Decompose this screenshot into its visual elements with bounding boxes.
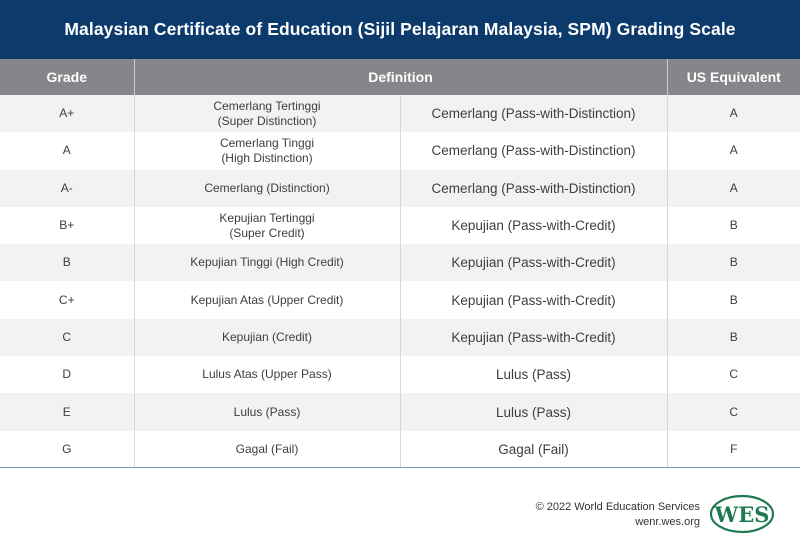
grade-cell: A+ bbox=[0, 95, 134, 132]
definition-line: Cemerlang (Distinction) bbox=[204, 180, 330, 195]
grade-cell: C+ bbox=[0, 281, 134, 318]
us-equivalent-cell: B bbox=[667, 207, 800, 244]
us-equivalent-cell: B bbox=[667, 244, 800, 281]
definition-cell bbox=[134, 170, 400, 207]
level-cell: Cemerlang (Pass-with-Distinction) bbox=[400, 170, 667, 207]
grade-cell: B bbox=[0, 244, 134, 281]
table-row bbox=[0, 207, 800, 244]
us-equivalent-cell: C bbox=[667, 356, 800, 393]
us-equivalent-cell: A bbox=[667, 170, 800, 207]
definition-line: Gagal (Fail) bbox=[235, 441, 299, 456]
table-row bbox=[0, 356, 800, 393]
level-cell: Kepujian (Pass-with-Credit) bbox=[400, 207, 667, 244]
grade-cell: E bbox=[0, 393, 134, 430]
definition-cell bbox=[134, 281, 400, 318]
definition-line: (Super Credit) bbox=[229, 225, 305, 240]
level-cell: Cemerlang (Pass-with-Distinction) bbox=[400, 132, 667, 169]
table-row bbox=[0, 244, 800, 281]
definition-cell bbox=[134, 319, 400, 356]
grade-cell: B+ bbox=[0, 207, 134, 244]
copyright-text: © 2022 World Education Services bbox=[535, 501, 700, 513]
us-equivalent-cell: B bbox=[667, 319, 800, 356]
table-body bbox=[0, 95, 800, 468]
level-cell: Lulus (Pass) bbox=[400, 356, 667, 393]
level-cell: Kepujian (Pass-with-Credit) bbox=[400, 319, 667, 356]
site-url: wenr.wes.org bbox=[635, 516, 700, 528]
page-title: Malaysian Certificate of Education (Sijil Pelajaran Malaysia, SPM) Grading Scale bbox=[0, 0, 800, 59]
definition-cell bbox=[134, 95, 400, 132]
grade-cell: D bbox=[0, 356, 134, 393]
definition-line: Cemerlang Tertinggi bbox=[213, 98, 321, 113]
grade-cell: C bbox=[0, 319, 134, 356]
wes-logo-icon bbox=[709, 494, 775, 534]
definition-line: (Super Distinction) bbox=[217, 113, 317, 128]
grading-scale-table bbox=[0, 59, 800, 468]
us-equivalent-cell: A bbox=[667, 95, 800, 132]
level-cell: Kepujian (Pass-with-Credit) bbox=[400, 244, 667, 281]
definition-line: Lulus (Pass) bbox=[233, 404, 301, 419]
column-header-us-equivalent: US Equivalent bbox=[667, 59, 800, 95]
level-cell: Cemerlang (Pass-with-Distinction) bbox=[400, 95, 667, 132]
definition-cell bbox=[134, 393, 400, 430]
grade-cell: A- bbox=[0, 170, 134, 207]
definition-line: Kepujian (Credit) bbox=[221, 329, 313, 344]
definition-cell bbox=[134, 431, 400, 468]
definition-cell bbox=[134, 132, 400, 169]
definition-line: Kepujian Tertinggi bbox=[219, 210, 315, 225]
definition-line: Lulus Atas (Upper Pass) bbox=[202, 367, 332, 382]
definition-cell bbox=[134, 207, 400, 244]
table-row bbox=[0, 170, 800, 207]
definition-line: Kepujian Tinggi (High Credit) bbox=[190, 255, 344, 270]
table-row bbox=[0, 132, 800, 169]
grade-cell: G bbox=[0, 431, 134, 468]
column-header-grade: Grade bbox=[0, 59, 134, 95]
level-cell: Kepujian (Pass-with-Credit) bbox=[400, 281, 667, 318]
table-row bbox=[0, 319, 800, 356]
table-row bbox=[0, 431, 800, 468]
us-equivalent-cell: F bbox=[667, 431, 800, 468]
footer-credit bbox=[536, 500, 700, 530]
us-equivalent-cell: A bbox=[667, 132, 800, 169]
grade-cell: A bbox=[0, 132, 134, 169]
us-equivalent-cell: C bbox=[667, 393, 800, 430]
us-equivalent-cell: B bbox=[667, 281, 800, 318]
table-row bbox=[0, 95, 800, 132]
wes-logo-text: WES bbox=[714, 502, 770, 527]
column-header-definition: Definition bbox=[134, 59, 667, 95]
level-cell: Gagal (Fail) bbox=[400, 431, 667, 468]
level-cell: Lulus (Pass) bbox=[400, 393, 667, 430]
table-header bbox=[0, 59, 800, 95]
definition-cell bbox=[134, 244, 400, 281]
definition-line: Kepujian Atas (Upper Credit) bbox=[190, 292, 344, 307]
definition-line: Cemerlang Tinggi bbox=[219, 135, 315, 150]
definition-line: (High Distinction) bbox=[221, 150, 313, 165]
table-row bbox=[0, 393, 800, 430]
definition-cell bbox=[134, 356, 400, 393]
table-row bbox=[0, 281, 800, 318]
